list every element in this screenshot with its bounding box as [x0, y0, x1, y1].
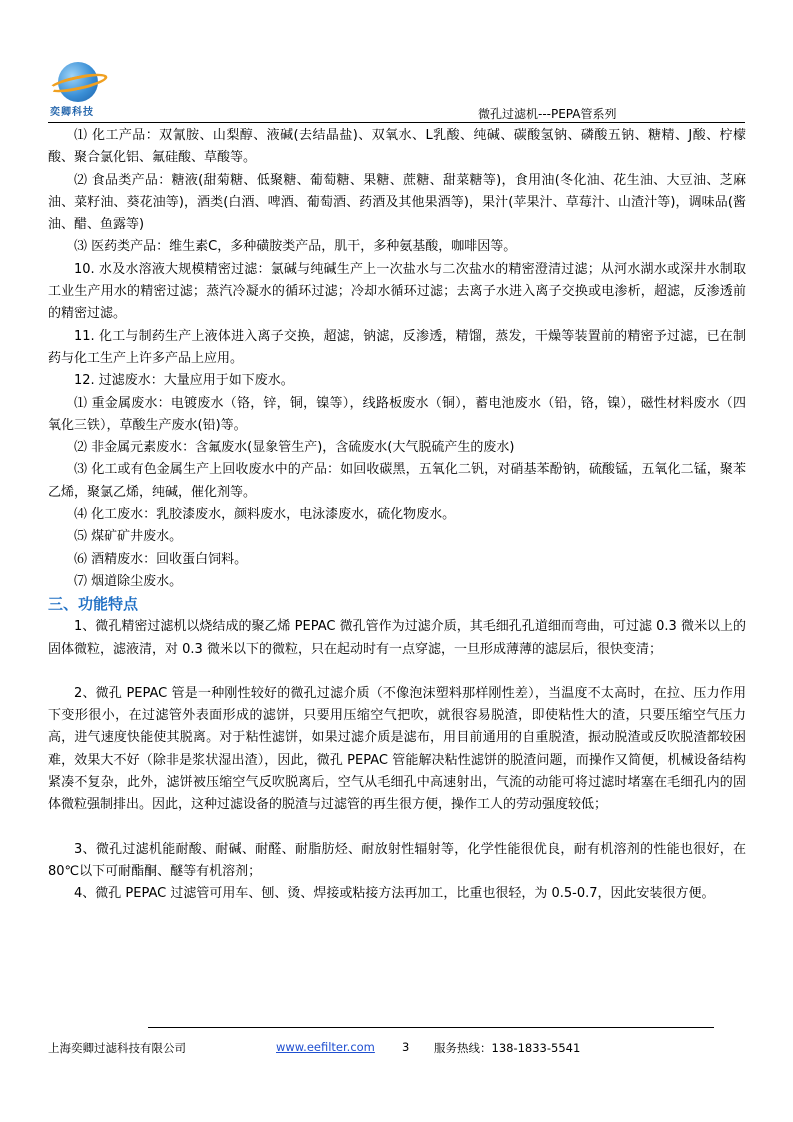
paragraph-alcohol-wastewater: ⑹ 酒精废水：回收蛋白饲料。	[74, 551, 248, 567]
paragraph-feature-1: 1、微孔精密过滤机以烧结成的聚乙烯 PEPAC 微孔管作为过滤介质，其毛细孔孔道细而弯曲，可过滤 0.3 微米以上的固体微粒，滤液清，对 0.3 微米以下的微粒，只在起动时有一点穿滤，一旦形成薄薄的滤层后，很快变清；	[48, 619, 746, 657]
company-logo	[48, 62, 110, 118]
footer-divider	[148, 1027, 714, 1028]
paragraph-heavy-metal-wastewater: ⑴ 重金属废水：电镀废水（铬，锌，铜，镍等），线路板废水（铜），蓄电池废水（铅，铬，镍），磁性材料废水（四氧化三铁），草酸生产废水(铅)等。	[48, 395, 746, 433]
paragraph-feature-4: 4、微孔 PEPAC 过滤管可用车、刨、烫、焊接或粘接方法再加工，比重也很轻，为 0.5-0.7，因此安装很方便。	[74, 886, 715, 902]
paragraph-chemical-products: ⑴ 化工产品：双氰胺、山梨醇、液碱(去结晶盐)、双氧水、L乳酸、纯碱、碳酸氢钠、磷酸五钠、糖精、J酸、柠檬酸、聚合氯化铝、氟硅酸、草酸等。	[48, 128, 746, 166]
footer-hotline: 服务热线：138-1833-5541	[434, 1041, 581, 1055]
paragraph-nonmetal-wastewater: ⑵ 非金属元素废水：含氟废水(显象管生产)，含硫废水(大气脱硫产生的废水)	[74, 440, 515, 456]
footer-website-link[interactable]: www.eefilter.com	[276, 1040, 375, 1054]
paragraph-feature-2: 2、微孔 PEPAC 管是一种刚性较好的微孔过滤介质（不像泡沫塑料那样刚性差），当温度不太高时，在拉、压力作用下变形很小，在过滤管外表面形成的滤饼，只要用压缩空气把吹，就很容易脱渣，即使粘性大的渣，只要压缩空气压力高，进气速度快能使其脱离。对于粘性滤饼，如果过滤介质是滤布，用目前通用的自重脱渣，振动脱渣或反吹脱渣都较困难，效果大不好（除非是浆状湿出渣），因此，微孔 PEPAC 管能解决粘性滤饼的脱渣问题，而操作又简便，机械设备结构紧凑不复杂，此外，滤饼被压缩空气反吹脱离后，空气从毛细孔中高速射出，气流的动能可将过滤时堵塞在毛细孔内的固体微粒强制排出。因此，这种过滤设备的脱渣与过滤管的再生很方便，操作工人的劳动强度较低；	[48, 685, 746, 813]
footer-page-number: 3	[402, 1040, 410, 1054]
paragraph-pharma-products: ⑶ 医药类产品：维生素C，多种磺胺类产品，肌干，多种氨基酸，咖啡因等。	[74, 239, 517, 255]
paragraph-mine-wastewater: ⑸ 煤矿矿井废水。	[74, 529, 183, 545]
footer-company-name: 上海奕卿过滤科技有限公司	[48, 1041, 186, 1055]
paragraph-chemical-wastewater: ⑷ 化工废水：乳胶漆废水，颜料废水，电泳漆废水，硫化物废水。	[74, 507, 456, 523]
document-body	[48, 125, 746, 906]
paragraph-wastewater: 12. 过滤废水：大量应用于如下废水。	[74, 373, 294, 389]
document-header-title: 微孔过滤机---PEPA管系列	[478, 107, 617, 121]
logo-text: 奕卿科技	[50, 107, 94, 118]
section-title-features: 三、功能特点	[48, 595, 139, 614]
paragraph-water-filtration: 10. 水及水溶液大规模精密过滤：氯碱与纯碱生产上一次盐水与二次盐水的精密澄清过滤；从河水湖水或深井水制取工业生产用水的精密过滤；蒸汽冷凝水的循环过滤；冷却水循环过滤；去离子水进入离子交换或电渗析，超滤，反渗透前的精密过滤。	[48, 261, 746, 322]
paragraph-recovery-products: ⑶ 化工或有色金属生产上回收废水中的产品：如回收碳黑，五氧化二钒，对硝基苯酚钠，硫酸锰，五氧化二锰，聚苯乙烯，聚氯乙烯，纯碱，催化剂等。	[48, 462, 746, 500]
paragraph-pre-filtration: 11. 化工与制药生产上液体进入离子交换，超滤，钠滤，反渗透，精馏，蒸发，干燥等装置前的精密予过滤，已在制药与化工生产上许多产品上应用。	[48, 328, 746, 366]
paragraph-feature-3: 3、微孔过滤机能耐酸、耐碱、耐醛、耐脂肪烃、耐放射性辐射等，化学性能很优良，耐有机溶剂的性能也很好，在 80℃以下可耐酯酮、醚等有机溶剂；	[48, 841, 746, 879]
paragraph-flue-wastewater: ⑺ 烟道除尘废水。	[74, 573, 183, 589]
paragraph-food-products: ⑵ 食品类产品：糖液(甜菊糖、低聚糖、葡萄糖、果糖、蔗糖、甜菜糖等)，食用油(冬化油、花生油、大豆油、芝麻油、菜籽油、葵花油等)，酒类(白酒、啤酒、葡萄酒、药酒及其他果酒等)，果汁(苹果汁、草莓汁、山渣汁等)，调味品(酱油、醋、鱼露等)	[48, 172, 746, 233]
header-divider	[48, 122, 745, 123]
